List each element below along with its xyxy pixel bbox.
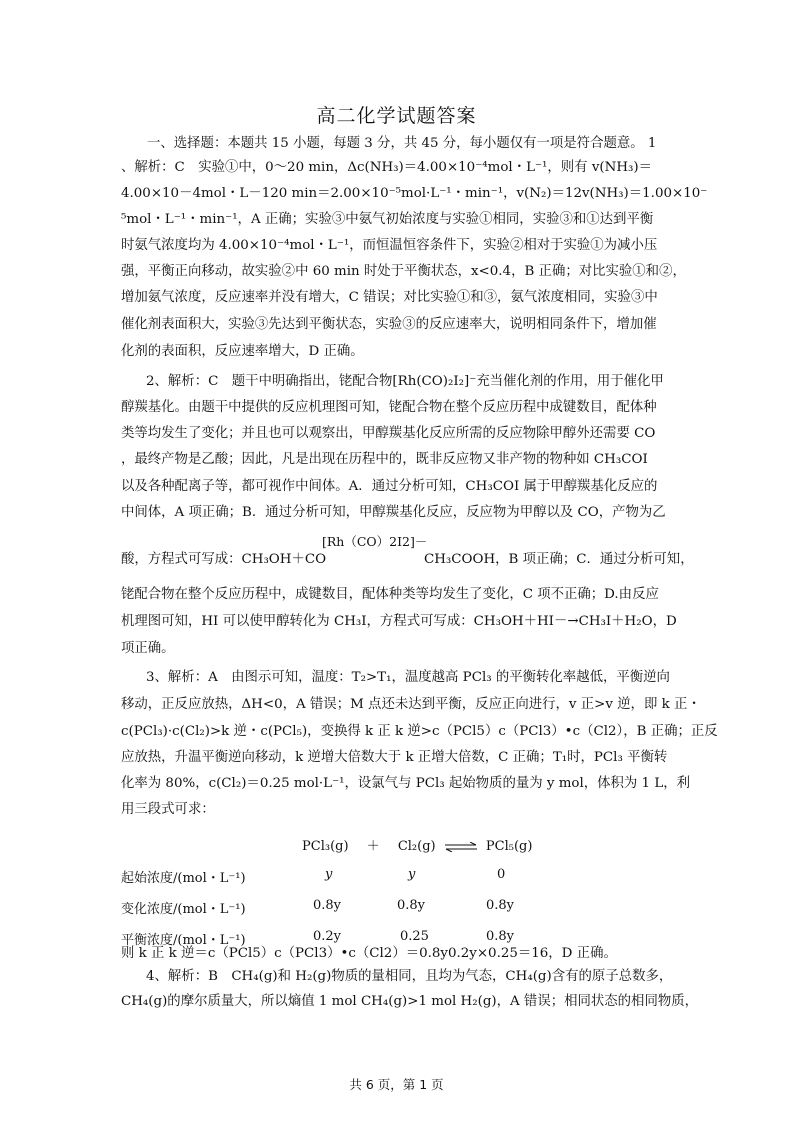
text-line: 2、解析：C 题干中明确指出，铑配合物[Rh(CO)₂I₂]⁻充当催化剂的作用，用于催化甲 (146, 374, 664, 389)
cell-cl2: 0.8y (397, 898, 426, 913)
text-line: 4.00×10－4mol・L－120 min＝2.00×10⁻⁵mol·L⁻¹・min⁻¹，v(N₂)＝12v(NH₃)＝1.00×10⁻ (121, 186, 708, 201)
catalyst-label: [Rh（CO）2I2]－ (322, 534, 428, 549)
cell-pcl5: 0.8y (486, 898, 515, 913)
text-line: 增加氨气浓度，反应速率并没有增大，C 错误；对比实验①和③，氨气浓度相同，实验③中 (121, 290, 658, 305)
text-line: 移动，正反应放热，ΔH<0，A 错误；M 点还未达到平衡，反应正向进行，v 正>v 逆，即 k 正・ (121, 697, 701, 712)
text-line: ，最终产物是乙酸；因此，凡是出现在历程中的，既非反应物又非产物的物种如 CH₃COI (121, 452, 648, 467)
text-line: 催化剂表面积大，实验③先达到平衡状态，实验③的反应速率大，说明相同条件下，增加催 (121, 317, 657, 332)
page-footer: 共 6 页，第 1 页 (349, 1077, 444, 1092)
cell-pcl3: 0.2y (313, 929, 342, 944)
reactant-pcl3: PCl₃(g) (302, 839, 349, 854)
text-line: ⁵mol・L⁻¹・min⁻¹，A 正确；实验③中氨气初始浓度与实验①相同，实验③和①达到平衡 (121, 212, 654, 227)
text-line: 应放热，升温平衡逆向移动，k 逆增大倍数大于 k 正增大倍数，C 正确；T₁时，PCl₃ 平衡转 (121, 750, 668, 765)
text-line: 中间体，A 项正确；B．通过分析可知，甲醇羰基化反应，反应物为甲醇以及 CO，产物为乙 (121, 505, 666, 520)
text-line: 机理图可知，HI 可以使甲醇转化为 CH₃I，方程式可写成：CH₃OH＋HI－→CH₃I＋H₂O，D (121, 614, 677, 629)
text-line: 化率为 80%，c(Cl₂)＝0.25 mol·L⁻¹，设氯气与 PCl₃ 起始物质的量为 y mol，体积为 1 L，利 (121, 776, 691, 791)
row-label: 变化浓度/(mol・L⁻¹) (121, 902, 246, 917)
text-line: 醇羰基化。由题干中提供的反应机理图可知，铑配合物在整个反应历程中成键数目，配体种 (121, 400, 657, 415)
page-title: 高二化学试题答案 (316, 105, 477, 127)
plus-sign: ＋ (366, 839, 380, 854)
row-label: 起始浓度/(mol・L⁻¹) (121, 871, 246, 886)
reactant-cl2: Cl₂(g) (397, 839, 436, 854)
text-line: 项正确。 (121, 641, 175, 656)
text-line: 用三段式可求： (121, 802, 215, 817)
text-line: 则 k 正 k 逆＝c（PCl5）c（PCl3）•c（Cl2）＝0.8y0.2y×0.25＝16，D 正确。 (121, 946, 617, 961)
text-line: 一、选择题：本题共 15 小题，每题 3 分，共 45 分，每小题仅有一项是符合题意。 1 (147, 136, 657, 151)
text-line: c(PCl₃)·c(Cl₂)>k 逆・c(PCl₅)，变换得 k 正 k 逆>c（PCl5）c（PCl3）•c（Cl2），B 正确；正反 (121, 724, 718, 739)
text-line: CH₃COOH，B 项正确；C．通过分析可知， (424, 552, 694, 567)
text-line: CH₄(g)的摩尔质量大，所以熵值 1 mol CH₄(g)>1 mol H₂(g)，A 错误；相同状态的相同物质， (121, 994, 699, 1009)
cell-cl2: 0.25 (400, 929, 429, 944)
text-line: 3、解析：A 由图示可知，温度：T₂>T₁，温度越高 PCl₃ 的平衡转化率越低，平衡逆向 (146, 670, 670, 685)
cell-pcl3: y (325, 867, 333, 882)
text-line: 以及各种配离子等，都可视作中间体。A．通过分析可知，CH₃COI 属于甲醇羰基化反应的 (121, 479, 658, 494)
equilibrium-arrow-icon (444, 842, 478, 852)
text-line: 强，平衡正向移动，故实验②中 60 min 时处于平衡状态，x<0.4，B 正确；对比实验①和②， (121, 264, 686, 279)
text-line: 、解析：C 实验①中，0～20 min，Δc(NH₃)＝4.00×10⁻⁴mol・L⁻¹，则有 v(NH₃)＝ (121, 160, 652, 175)
text-line: 4、解析：B CH₄(g)和 H₂(g)物质的量相同，且均为气态，CH₄(g)含有的原子总数多， (146, 969, 673, 984)
cell-pcl5: 0 (497, 867, 506, 882)
product-pcl5: PCl₅(g) (485, 839, 533, 854)
text-line: 时氨气浓度均为 4.00×10⁻⁴mol・L⁻¹，而恒温恒容条件下，实验②相对于实验①为减小压 (121, 238, 658, 253)
cell-pcl5: 0.8y (486, 929, 515, 944)
equilibrium-equation (302, 835, 532, 854)
row-label: 平衡浓度/(mol・L⁻¹) (121, 933, 246, 948)
cell-pcl3: 0.8y (313, 898, 342, 913)
text-line: 酸，方程式可写成：CH₃OH＋CO (121, 552, 327, 567)
text-line: 类等均发生了变化；并且也可以观察出，甲醇羰基化反应所需的反应物除甲醇外还需要 CO (121, 426, 656, 441)
text-line: 铑配合物在整个反应历程中，成键数目，配体种类等均发生了变化，C 项不正确；D.由反应 (121, 587, 659, 602)
text-line: 化剂的表面积，反应速率增大，D 正确。 (121, 344, 364, 359)
cell-cl2: y (408, 867, 416, 882)
